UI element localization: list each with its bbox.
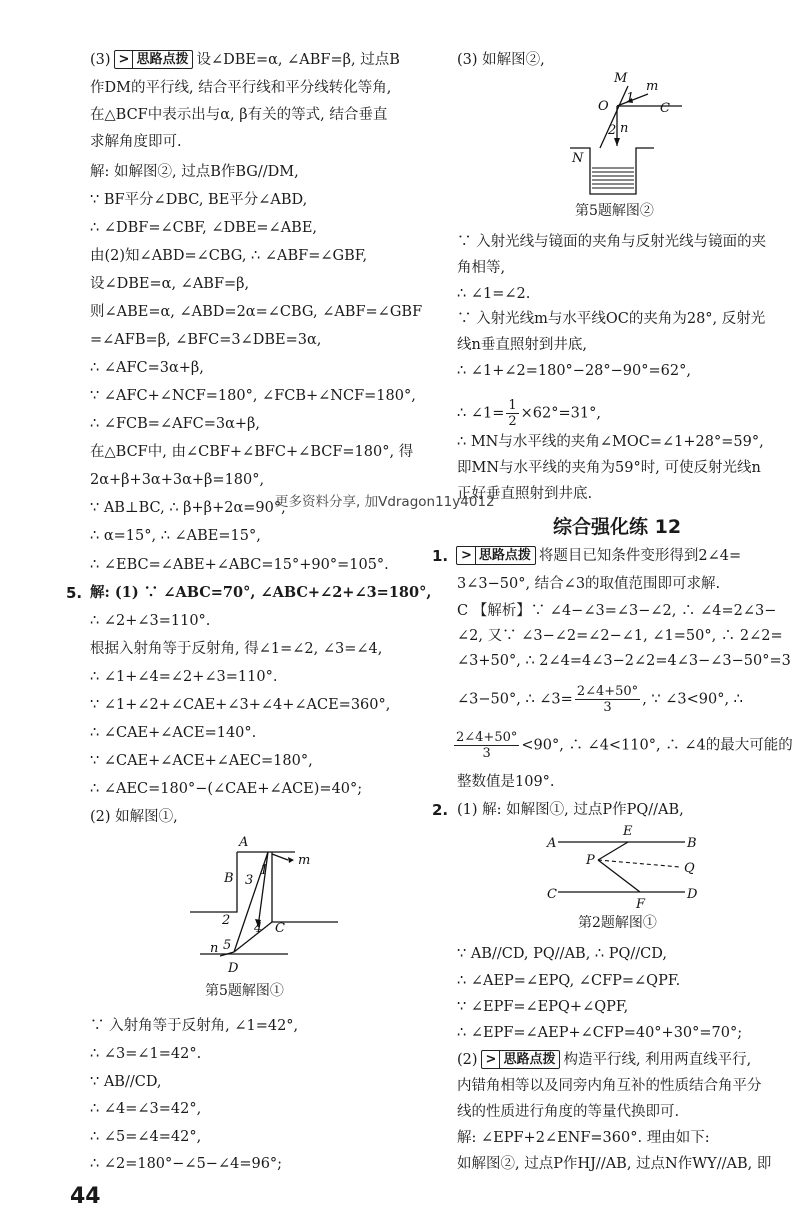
fig-label: B (687, 836, 697, 851)
section-title: 综合强化练 12 (553, 516, 682, 538)
text-line: 作DM的平行线, 结合平行线和平分线转化等角, (90, 80, 392, 96)
fraction: $\frac{1}{2}$ (508, 398, 517, 429)
text-line: 根据入射角等于反射角, 得∠1=∠2, ∠3=∠4, (90, 641, 383, 657)
fig-label: D (228, 961, 239, 976)
fig-label: m (646, 79, 659, 94)
text-line: ∴ ∠1= $\frac{1}{2}$ ×62°=31°, (457, 398, 601, 429)
text-line: ∴ α=15°, ∴ ∠ABE=15°, (90, 528, 261, 544)
text-line: 设∠DBE=α, ∠ABF=β, (90, 276, 250, 292)
text-line: 正好垂直照射到井底. (457, 486, 593, 502)
text-line: ∴ ∠2+∠3=110°. (90, 613, 211, 629)
figure-5-1 (190, 832, 340, 982)
text-line: ∴ ∠CAE+∠ACE=140°. (90, 725, 257, 741)
text-line: ∴ ∠AFC=3α+β, (90, 360, 204, 376)
text-line: ∵ ∠1+∠2+∠CAE+∠3+∠4+∠ACE=360°, (90, 697, 391, 713)
fig-label: D (687, 887, 698, 902)
fig-label: M (614, 71, 628, 86)
fig-label: m (298, 853, 311, 868)
text-line: (3) 如解图②, (457, 52, 545, 68)
fig-label: A (547, 836, 557, 851)
text-line: 3∠3−50°, 结合∠3的取值范围即可求解. (457, 576, 721, 592)
text-line: (3) > 思路点拨 设∠DBE=α, ∠ABF=β, 过点B (90, 52, 400, 68)
text-line: 角相等, (457, 260, 506, 276)
figure-2-1 (540, 822, 720, 912)
text-line: 解: 如解图②, 过点B作BG//DM, (90, 164, 299, 180)
fraction: $\frac{2\angle 4+50^\circ}{3}$ (576, 684, 639, 715)
page-number: 44 (70, 1184, 101, 1209)
fig-label: O (598, 99, 609, 114)
text-line: ∵ 入射光线m与水平线OC的夹角为28°, 反射光 (457, 311, 766, 327)
text-line: ∴ ∠1+∠4=∠2+∠3=110°. (90, 669, 278, 685)
text-line: ∴ ∠5=∠4=42°, (90, 1129, 202, 1145)
fig-label: A (239, 835, 249, 850)
text-line: $\frac{2\angle 4+50^\circ}{3}$ <90°, ∴ ∠4<110°, ∴ ∠4的最大可能的 (456, 730, 793, 761)
text-line: ∴ MN与水平线的夹角∠MOC=∠1+28°=59°, (457, 434, 764, 450)
fig-label: 1 (626, 91, 635, 106)
text-line: > 思路点拨 将题目已知条件变形得到2∠4= (453, 546, 741, 566)
fig-label: C (660, 101, 670, 116)
text-line: (2) 如解图①, (90, 809, 178, 825)
text-line: ∴ ∠2=180°−∠5−∠4=96°; (90, 1156, 283, 1172)
fig-label: 5 (223, 938, 232, 953)
text-line: 2α+β+3α+3α+β=180°, (90, 472, 265, 488)
text-line: ∴ ∠EBC=∠ABE+∠ABC=15°+90°=105°. (90, 557, 389, 573)
fig-label: C (275, 921, 285, 936)
text-line: ∴ ∠1=∠2. (457, 286, 531, 302)
figure-caption: 第5题解图① (205, 983, 284, 999)
text-line: ∴ ∠AEP=∠EPQ, ∠CFP=∠QPF. (457, 973, 681, 989)
text-line: 解: (1) ∵ ∠ABC=70°, ∠ABC+∠2+∠3=180°, (90, 584, 432, 601)
text-line: C 【解析】∵ ∠4−∠3=∠3−∠2, ∴ ∠4=2∠3− (457, 603, 777, 619)
text-line: 在△BCF中, 由∠CBF+∠BFC+∠BCF=180°, 得 (90, 444, 414, 460)
question-number: 5. (66, 584, 83, 602)
chevron-right-icon: > (486, 1051, 501, 1068)
tip-badge: > 思路点拨 (114, 50, 194, 69)
text-line: ∠3−50°, ∴ ∠3= $\frac{2\angle 4+50^\circ}{3}$ , ∵ ∠3<90°, ∴ (457, 684, 743, 715)
text-line: ∴ ∠1+∠2=180°−28°−90°=62°, (457, 363, 691, 379)
text-line: ∵ AB⊥BC, ∴ β+β+2α=90°, (90, 500, 286, 516)
fig-label: E (623, 824, 633, 839)
fig-label: Q (684, 861, 695, 876)
text-line: (2) > 思路点拨 构造平行线, 利用两直线平行, (457, 1052, 752, 1068)
fig-label: n (620, 121, 629, 136)
figure-caption: 第2题解图① (578, 915, 657, 931)
text-line: ∵ ∠EPF=∠EPQ+∠QPF, (457, 999, 629, 1015)
text-line: 求解角度即可. (90, 134, 182, 150)
watermark: 更多资料分享, 加Vdragon11y4012 (275, 494, 495, 510)
fig-label: P (586, 853, 595, 868)
fig-label: 3 (245, 873, 254, 888)
text-line: ∠2, 又∵ ∠3−∠2=∠2−∠1, ∠1=50°, ∴ 2∠2= (457, 628, 783, 644)
text-line: ∴ ∠DBF=∠CBF, ∠DBE=∠ABE, (90, 220, 318, 236)
text-line: (1) 解: 如解图①, 过点P作PQ//AB, (457, 802, 684, 818)
text-line: 即MN与水平线的夹角为59°时, 可使反射光线n (457, 460, 761, 476)
tip-badge: > 思路点拨 (456, 546, 536, 565)
text-line: 如解图②, 过点P作HJ//AB, 过点N作WY//AB, 即 (457, 1156, 772, 1172)
text-line: ∵ BF平分∠DBC, BE平分∠ABD, (90, 192, 308, 208)
fig-label: 4 (254, 921, 263, 936)
text-line: ∴ ∠FCB=∠AFC=3α+β, (90, 416, 261, 432)
text-line: ∵ 入射光线与镜面的夹角与反射光线与镜面的夹 (457, 234, 767, 250)
text-line: ∵ AB//CD, PQ//AB, ∴ PQ//CD, (457, 946, 667, 962)
text-line: ∴ ∠AEC=180°−(∠CAE+∠ACE)=40°; (90, 781, 363, 797)
chevron-right-icon: > (119, 51, 134, 68)
tip-badge: > 思路点拨 (481, 1050, 561, 1069)
text-line: 内错角相等以及同旁内角互补的性质结合角平分 (457, 1078, 762, 1094)
fig-label: N (572, 151, 584, 166)
text-line: 则∠ABE=α, ∠ABD=2α=∠CBG, ∠ABF=∠GBF (90, 304, 423, 320)
text-line: =∠AFB=β, ∠BFC=3∠DBE=3α, (90, 332, 322, 348)
text-line: ∵ 入射角等于反射角, ∠1=42°, (90, 1018, 299, 1034)
fig-label: n (210, 941, 219, 956)
fig-label: C (547, 887, 557, 902)
text-line: ∴ ∠3=∠1=42°. (90, 1046, 202, 1062)
text-line: ∵ AB//CD, (90, 1074, 162, 1090)
fig-label: 2 (222, 913, 231, 928)
text-line: 整数值是109°. (457, 774, 555, 790)
figure-caption: 第5题解图② (575, 203, 654, 219)
figure-5-2 (570, 68, 700, 198)
text-line: 解: ∠EPF+2∠ENF=360°. 理由如下: (457, 1130, 710, 1146)
question-number: 1. (432, 547, 449, 565)
fig-label: F (636, 897, 646, 912)
text-line: 由(2)知∠ABD=∠CBG, ∴ ∠ABF=∠GBF, (90, 248, 368, 264)
fig-label: 2 (608, 123, 617, 138)
text-line: ∴ ∠4=∠3=42°, (90, 1101, 202, 1117)
fig-label: 1 (260, 863, 269, 878)
chevron-right-icon: > (461, 547, 476, 564)
text-line: ∵ ∠CAE+∠ACE+∠AEC=180°, (90, 753, 313, 769)
text-line: 线n垂直照射到井底, (457, 337, 587, 353)
text-line: 在△BCF中表示出与α, β有关的等式, 结合垂直 (90, 107, 388, 123)
text-line: ∵ ∠AFC+∠NCF=180°, ∠FCB+∠NCF=180°, (90, 388, 416, 404)
text-line: ∴ ∠EPF=∠AEP+∠CFP=40°+30°=70°; (457, 1025, 743, 1041)
question-number: 2. (432, 801, 449, 819)
fig-label: B (224, 871, 234, 886)
text-line: ∠3+50°, ∴ 2∠4=4∠3−2∠2=4∠3−∠3−50°=3 (457, 653, 791, 669)
fraction: $\frac{2\angle 4+50^\circ}{3}$ (456, 730, 518, 761)
text-line: 线的性质进行角度的等量代换即可. (457, 1104, 680, 1120)
